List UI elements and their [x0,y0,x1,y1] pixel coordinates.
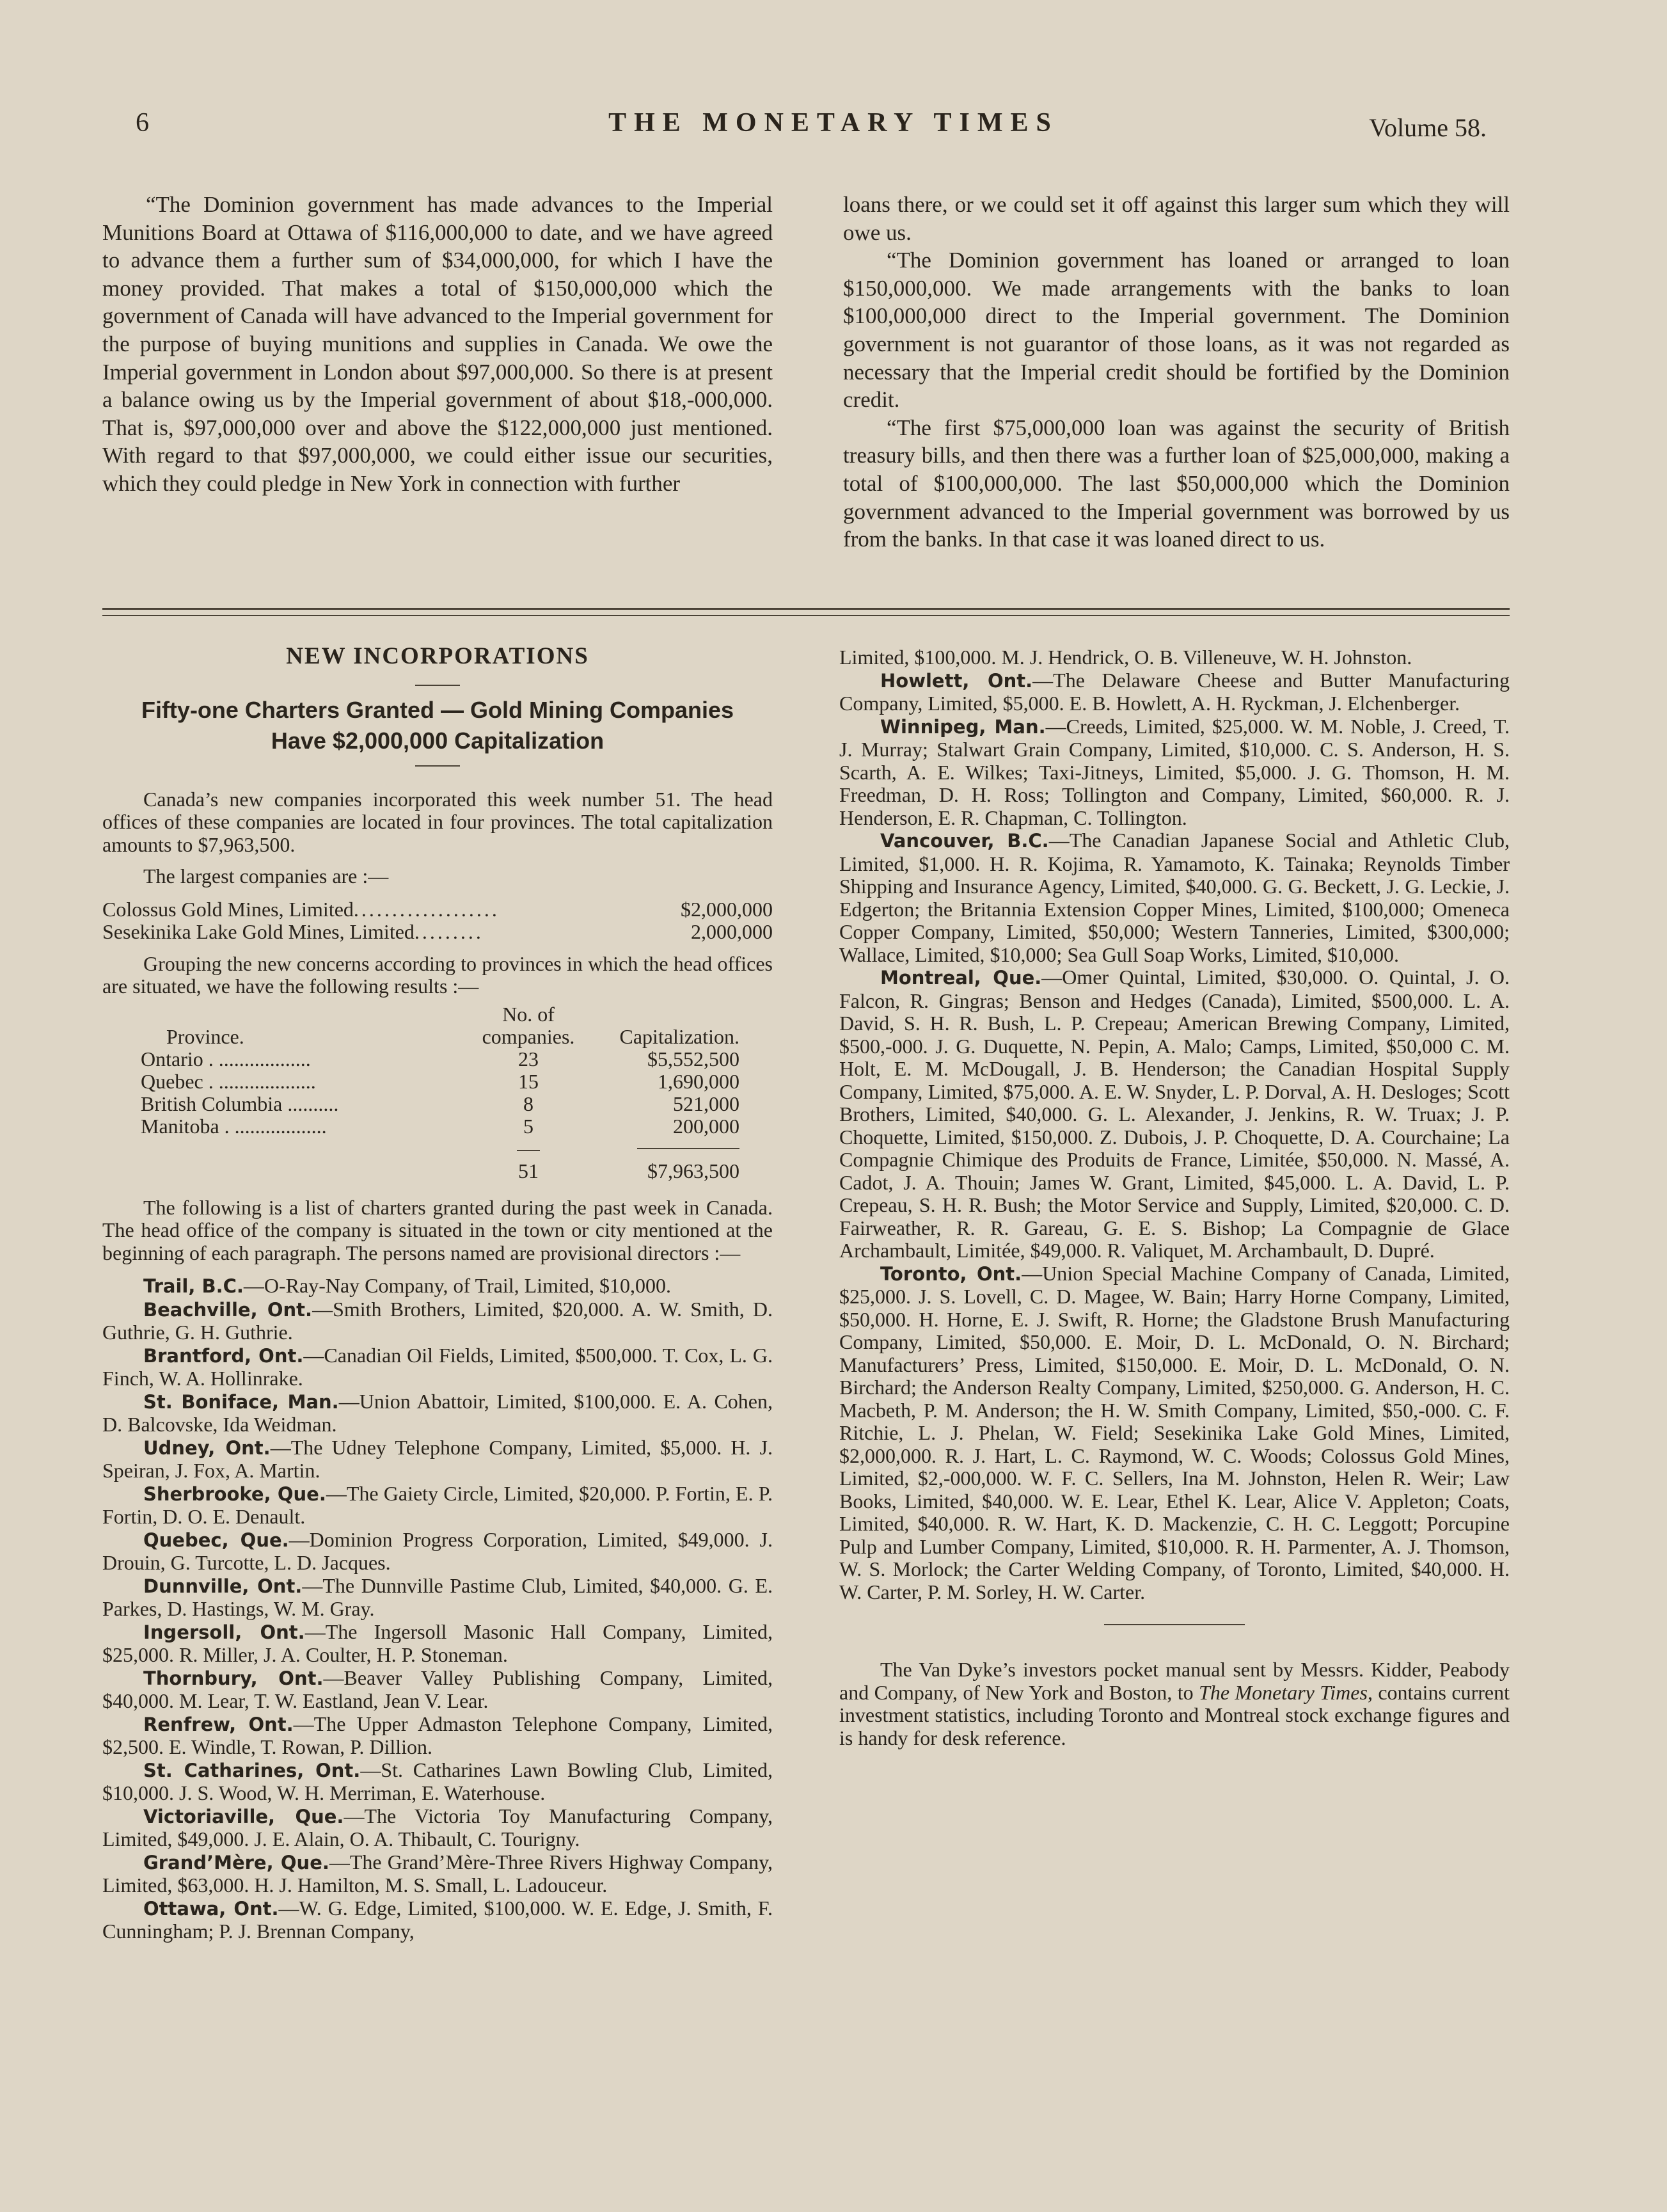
charter-entry [839,829,1510,966]
table-rule-row [141,1138,743,1160]
charter-continuation: Limited, $100,000. M. J. Hendrick, O. B. Villeneuve, W. H. Johnston. [839,646,1412,669]
charter-place: Brantford, Ont. [143,1344,304,1367]
largest-intro: The largest companies are :— [143,864,389,887]
charter-entry [839,966,1510,1262]
charter-text: —Beaver Valley Publishing Company, Limited, $40,000. M. Lear, T. W. Eastland, Jean V. Lear. [102,1666,773,1712]
end-rule [1104,1624,1245,1625]
total-capital: $7,963,500 [647,1159,739,1182]
charter-entry [839,669,1510,715]
charter-text: —The Gaiety Circle, Limited, $20,000. P. Fortin, E. P. Fortin, D. O. E. Denault. [102,1481,773,1528]
charter-place: Dunnville, Ont. [143,1575,303,1597]
article-paragraph: loans there, or we could set it off against this larger sum which they will owe us. [843,192,1510,245]
charter-entry [102,1529,773,1575]
total-rule [637,1148,739,1149]
capital-cell: 200,000 [673,1114,739,1138]
page-number: 6 [136,108,149,138]
charter-place: Renfrew, Ont. [143,1713,294,1735]
publication-title: The Monetary Times [1199,1680,1368,1704]
charter-entry [102,1483,773,1529]
charter-place: Howlett, Ont. [880,669,1033,692]
charter-place: Udney, Ont. [143,1436,271,1459]
closing-note [839,1659,1510,1749]
charter-entry [102,1575,773,1621]
charter-entry [839,1262,1510,1604]
intro-paragraph: Canada’s new companies incorporated this week number 51. The head offices of these companies are located in four provinces. The total capitalization amounts to $7,963,500. [102,787,773,856]
charter-entry [102,1390,773,1436]
charter-place: Quebec, Que. [143,1529,289,1551]
table-header-row [141,1003,743,1026]
company-capital: 2,000,000 [691,920,773,943]
section-subheading-line-1: Fifty-one Charters Granted — Gold Mining Companies [141,696,734,723]
charter-place: Ingersoll, Ont. [143,1621,305,1643]
province-cell: Manitoba . .................. [141,1114,327,1138]
charter-entry [102,1298,773,1344]
charter-text: —The Dunnville Pastime Club, Limited, $40,000. G. E. Parkes, D. Hastings, W. M. Gray. [102,1573,773,1620]
running-title: THE MONETARY TIMES [608,108,1059,138]
page-header [0,107,1667,146]
charter-entry [102,1344,773,1390]
charter-entry [102,1621,773,1667]
table-row [141,1070,743,1093]
list-intro: The following is a list of charters granted during the past week in Canada. The head office of the company is situated in the town or city mentioned at the beginning of each paragraph. The persons named are provisional directors :— [102,1195,773,1264]
charter-entry [102,1713,773,1759]
companies-cell: 5 [523,1114,533,1138]
charter-text: —Smith Brothers, Limited, $20,000. A. W. Smith, D. Guthrie, G. H. Guthrie. [102,1297,773,1344]
incorporations-right-column [839,646,1510,1749]
charter-place: Vancouver, B.C. [880,830,1049,852]
capital-cell: $5,552,500 [647,1047,739,1070]
article-paragraph: “The first $75,000,000 loan was against the security of British treasury bills, and then there was a further loan of $25,000,000, making a total of $100,000,000. The last $50,000,000 which the Dominion government advanced to the Imperial government was borrowed by us from the banks. In that case it was loaned direct to us. [843,415,1510,552]
charter-text: —The Canadian Japanese Social and Athletic Club, Limited, $1,000. H. R. Kojima, R. Yamamoto, K. Tainaka; Reynolds Timber Shipping and Insurance Agency, Limited, $40,000. G. G. Beckett, J. G. Leckie, J. Edgerton; the Britannia Extension Copper Mines, Limited, $100,000; Omeneca Copper Company, Limited, $50,000; Western Tanneries, Limited, $300,000; Wallace, Limited, $10,000; Sea Gull Soap Works, Limited, $10,000. [839,829,1510,966]
charter-text: —The Udney Telephone Company, Limited, $5,000. H. J. Speiran, J. Fox, A. Martin. [102,1435,773,1482]
column-header: No. of [502,1002,555,1026]
charter-place: Grand’Mère, Que. [143,1851,329,1874]
charter-text: —Union Special Machine Company of Canada, Limited, $25,000. J. S. Lovell, C. D. Magee, W. Bain; Harry Horne Company, Limited, $50,000. H. Horne, E. J. Swift, R. Horne; the Gladstone Brush Manufacturing Company, Limited, $50,000. E. Moir, D. L. McDonald, O. N. Birchard; Manufacturers’ Press, Limited, $150,000. E. Moir, D. L. McDonald, O. N. Birchard; the Anderson Realty Company, Limited, $250,000. G. Anderson, H. C. Macbeth, P. M. Anderson; the H. W. Smith Company, Limited, $50,-000. C. F. Ritchie, L. J. Phelan, W. Field; Sesekinika Lake Gold Mines, Limited, $2,000,000. R. J. Hart, L. C. Raymond, W. C. Woods; Colossus Gold Mines, Limited, $2,-000,000. W. F. C. Sellers, Ina M. Johnston, Helen R. Weir; Law Books, Limited, $40,000. W. E. Lear, Ethel K. Lear, Alice V. Appleton; Coats, Limited, $40,000. R. W. Hart, K. D. Mackenzie, C. H. C. Leggott; Porcupine Pulp and Lumber Company, Limited, $10,000. R. H. Parmenter, A. J. Thomson, W. S. Morlock; the Carter Welding Company, of Toronto, Limited, $40,000. H. W. Carter, P. M. Sorley, H. W. Carter. [839,1261,1510,1603]
charter-entry [102,1897,773,1943]
leader-dots: ................... [353,898,500,921]
charter-place: Toronto, Ont. [880,1262,1022,1285]
leader-dots: ......... [414,921,484,943]
charter-text: —St. Catharines Lawn Bowling Club, Limited, $10,000. J. S. Wood, W. H. Merriman, E. Waterhouse. [102,1758,773,1804]
charter-text: —The Upper Admaston Telephone Company, Limited, $2,500. E. Windle, T. Rowan, P. Dillion. [102,1712,773,1758]
closing-note-text: , contains current investment statistics, including Toronto and Montreal stock exchange figures and is handy for desk reference. [839,1680,1510,1749]
company-capital: $2,000,000 [681,897,773,921]
province-cell: British Columbia .......... [141,1092,339,1115]
table-row [141,1115,743,1138]
charter-text: —Omer Quintal, Limited, $30,000. O. Quintal, J. O. Falcon, R. Gingras; Benson and Hedges (Canada), Limited, $500,000. L. A. David, S. H. R. Bush, L. P. Crepeau; American Brewing Company, Limited, $500,-000. J. G. Duquette, N. Pepin, A. Malo; Camps, Limited, $50,000 C. M. Holt, E. M. McDougall, J. B. Henderson; the Canadian Hospital Supply Company, Limited, $75,000. A. E. W. Snyder, L. P. Dorval, A. H. Desloges; Scott Brothers, Limited, $40,000. G. L. Alexander, J. Jenkins, R. W. Truax; J. P. Choquette, Limited, $150,000. Z. Dubois, J. P. Choquette, D. A. Courchaine; La Compagnie Chimique des Produits de France, Limitée, $50,000. N. Massé, A. Cadot, J. A. Thouin; James W. Grant, Limited, $45,000. L. A. David, L. P. Crepeau, S. H. R. Bush; the Motor Service and Supply, Limited, $20,000. C. D. Fairweather, R. R. Gareau, G. E. S. Bishop; La Compagnie de Glace Archambault, Limitée, $49,000. R. Valiquet, M. Archambault, D. Dupré. [839,966,1510,1262]
charter-text: —O-Ray-Nay Company, of Trail, Limited, $10,000. [243,1274,671,1297]
charter-entry [102,1851,773,1897]
charter-entry [102,1667,773,1713]
table-row [141,1093,743,1115]
charter-list-left [102,1275,773,1943]
province-cell: Ontario . .................. [141,1047,311,1070]
capital-cell: 521,000 [673,1092,739,1115]
company-name: Colossus Gold Mines, Limited [102,897,354,921]
article-paragraph: “The Dominion government has made advances to the Imperial Munitions Board at Ottawa of $116,000,000 to date, and we have agreed to advance them a further sum of $34,000,000, for which I have the money provided. That makes a total of $150,000,000 which the government of Canada will have advanced to the Imperial government for the purpose of buying munitions and supplies in Canada. We owe the Imperial government in London about $97,000,000. So there is at present a balance owing us by the Imperial government of about $18,-000,000. That is, $97,000,000 over and above the $122,000,000 just mentioned. With regard to that $97,000,000, we could either issue our securities, which they could pledge in New York in connection with further [102,192,773,496]
charter-place: Beachville, Ont. [143,1298,313,1321]
top-article-right-column [843,191,1510,553]
companies-cell: 15 [518,1069,539,1093]
charter-place: Victoriaville, Que. [143,1805,344,1827]
incorporations-left-column [102,645,773,1943]
charter-entry [102,1805,773,1851]
charter-place: Sherbrooke, Que. [143,1483,326,1505]
charter-text: —Canadian Oil Fields, Limited, $500,000. T. Cox, L. G. Finch, W. A. Hollinrake. [102,1343,773,1390]
table-total-row [141,1160,743,1182]
province-cell: Quebec . ................... [141,1069,316,1093]
companies-cell: 8 [523,1092,533,1115]
section-divider [102,608,1510,616]
section-subheading-line-2: Have $2,000,000 Capitalization [271,727,604,754]
province-table [141,1003,743,1182]
charter-entry [102,1436,773,1483]
subheading-rule [415,765,460,767]
largest-companies-list [102,898,773,944]
charter-place: Ottawa, Ont. [143,1897,279,1920]
charter-place: Montreal, Que. [880,967,1042,989]
charter-entry [102,1759,773,1805]
charter-text: —The Ingersoll Masonic Hall Company, Limited, $25,000. R. Miller, J. A. Coulter, H. P. Stoneman. [102,1619,773,1666]
table-header-row [141,1026,743,1048]
charter-text: —Dominion Progress Corporation, Limited, $49,000. J. Drouin, G. Turcotte, L. D. Jacques. [102,1527,773,1574]
largest-company-row [102,921,773,944]
charter-text: —W. G. Edge, Limited, $100,000. W. E. Edge, J. Smith, F. Cunningham; P. J. Brennan Company, [102,1896,773,1943]
companies-cell: 23 [518,1047,539,1070]
charter-text: —Union Abattoir, Limited, $100,000. E. A. Cohen, D. Balcovske, Ida Weidman. [102,1389,773,1436]
charter-place: Trail, B.C. [143,1275,244,1297]
volume-label: Volume 58. [1369,113,1487,142]
largest-company-row [102,898,773,921]
total-rule [517,1150,540,1151]
column-header: companies. [482,1024,575,1048]
grouping-paragraph: Grouping the new concerns according to provinces in which the head offices are situated, we have the following results :— [102,951,773,998]
total-companies: 51 [518,1159,539,1182]
charter-entry [839,715,1510,830]
column-header: Capitalization. [619,1024,739,1048]
charter-text: —The Victoria Toy Manufacturing Company, Limited, $49,000. J. E. Alain, O. A. Thibault, C. Tourigny. [102,1804,773,1850]
company-name: Sesekinika Lake Gold Mines, Limited [102,920,415,943]
charter-entry [102,1275,773,1298]
table-row [141,1048,743,1070]
charter-place: Winnipeg, Man. [880,715,1046,738]
charter-text: —The Grand’Mère-Three Rivers Highway Company, Limited, $63,000. H. J. Hamilton, M. S. Small, L. Ladouceur. [102,1850,773,1897]
charter-place: Thornbury, Ont. [143,1667,324,1689]
column-header: Province. [166,1024,244,1048]
top-article-left-column [102,191,773,498]
article-paragraph: “The Dominion government has loaned or arranged to loan $150,000,000. We made arrangements with the banks to loan $100,000,000 direct to the Imperial government. The Dominion government is not guarantor of those loans, as it was not regarded as necessary that the Imperial credit should be fortified by the Dominion credit. [843,248,1510,413]
capital-cell: 1,690,000 [658,1069,739,1093]
charter-place: St. Catharines, Ont. [143,1759,361,1781]
charter-text: —Creeds, Limited, $25,000. W. M. Noble, J. Creed, T. J. Murray; Stalwart Grain Company, Limited, $10,000. C. S. Anderson, H. S. Scarth, A. E. Wilkes; Taxi-Jitneys, Limited, $5,000. J. G. Thomson, H. M. Freedman, D. H. Ross; Tollington and Company, Limited, $60,000. R. J. Henderson, E. R. Chapman, C. Tollington. [839,714,1510,829]
section-heading: NEW INCORPORATIONS [286,643,589,669]
heading-rule [415,685,460,686]
charter-place: St. Boniface, Man. [143,1390,339,1413]
charter-text: —The Delaware Cheese and Butter Manufacturing Company, Limited, $5,000. E. B. Howlett, A. H. Ryckman, J. Elchenberger. [839,668,1510,715]
closing-note-text: The Van Dyke’s investors pocket manual sent by Messrs. Kidder, Peabody and Company, of New York and Boston, to [839,1658,1510,1704]
